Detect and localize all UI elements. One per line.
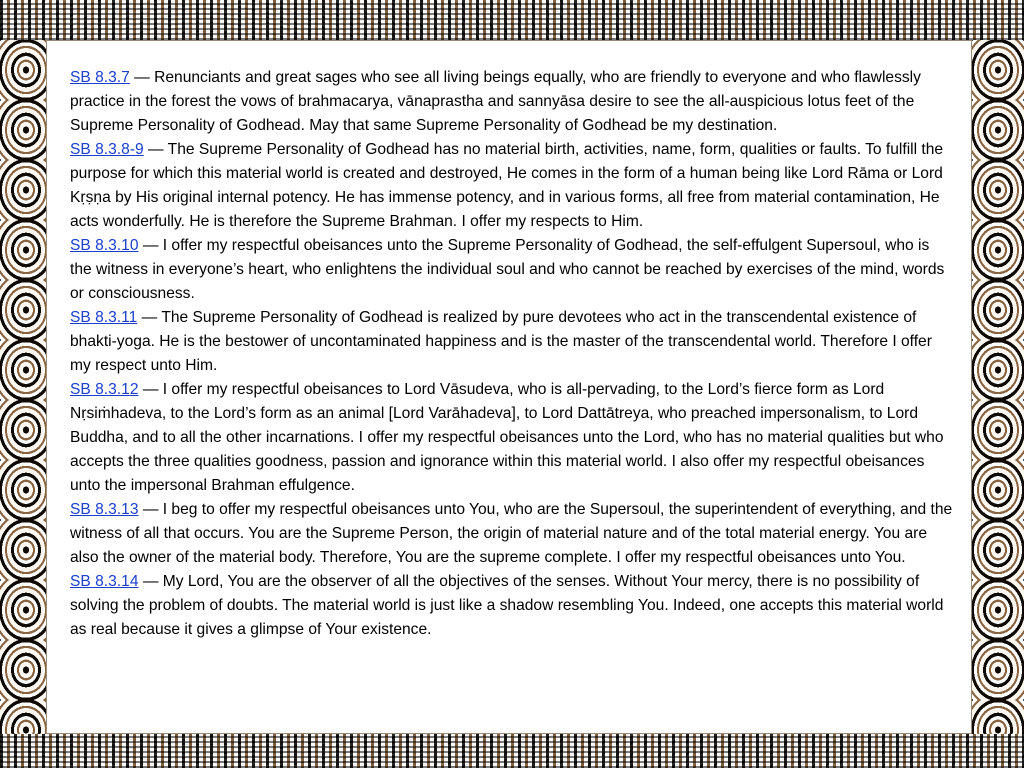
verse-item [70,306,954,378]
frame-top-border [0,0,1024,40]
frame-left-border [0,40,46,734]
verse-item [70,234,954,306]
verse-item [70,138,954,234]
frame-bottom-border [0,734,1024,768]
verse-item [70,378,954,498]
verse-text: — The Supreme Personality of Godhead is realized by pure devotees who act in the transcendental existence of bhakti-yoga. He is the bestower of uncontaminated happiness and is the master of the transcendental world. Therefore I offer my respect unto Him. [70,309,932,374]
verse-text: — I offer my respectful obeisances to Lord Vāsudeva, who is all-pervading, to the Lord’s fierce form as Lord Nṛsiṁhadeva, to the Lord’s form as an animal [Lord Varāhadeva], to Lord Dattātreya, who preached impersonalism, to Lord Buddha, and to all the other incarnations. I offer my respectful obeisances unto the Lord, who has no material qualities but who accepts the three qualities goodness, passion and ignorance within this material world. I also offer my respectful obeisances unto the impersonal Brahman effulgence. [70,381,944,494]
verse-text: — I offer my respectful obeisances unto the Supreme Personality of Godhead, the self-effulgent Supersoul, who is the witness in everyone’s heart, who enlightens the individual soul and who cannot be reached by exercises of the mind, words or consciousness. [70,237,945,302]
verse-link[interactable]: SB 8.3.10 [70,237,139,254]
verse-link[interactable]: SB 8.3.14 [70,573,139,590]
verse-item [70,66,954,138]
verse-item [70,498,954,570]
verse-text: — My Lord, You are the observer of all the objectives of the senses. Without Your mercy, there is no possibility of solving the problem of doubts. The material world is just like a shadow resembling You. Indeed, one accepts this material world as real because it gives a glimpse of Your existence. [70,573,944,638]
verse-link[interactable]: SB 8.3.13 [70,501,139,518]
verse-link[interactable]: SB 8.3.11 [70,309,138,326]
verse-text: — Renunciants and great sages who see all living beings equally, who are friendly to everyone and who flawlessly practice in the forest the vows of brahmacarya, vānaprastha and sannyāsa desire to see the all-auspicious lotus feet of the Supreme Personality of Godhead. May that same Supreme Personality of Godhead be my destination. [70,69,921,134]
verse-link[interactable]: SB 8.3.7 [70,69,130,86]
verse-link[interactable]: SB 8.3.12 [70,381,139,398]
frame-right-border [972,40,1024,734]
verse-text: — I beg to offer my respectful obeisances unto You, who are the Supersoul, the superintendent of everything, and the witness of all that occurs. You are the Supreme Person, the origin of material nature and of the total material energy. You are also the owner of the material body. Therefore, You are the supreme complete. I offer my respectful obeisances unto You. [70,501,953,566]
verse-text: — The Supreme Personality of Godhead has no material birth, activities, name, form, qualities or faults. To fulfill the purpose for which this material world is created and destroyed, He comes in the form of a human being like Lord Rāma or Lord Kṛṣṇa by His original internal potency. He has immense potency, and in various forms, all free from material contamination, He acts wonderfully. He is therefore the Supreme Brahman. I offer my respects to Him. [70,141,944,230]
verse-item [70,570,954,642]
verse-list [70,66,954,716]
verse-link[interactable]: SB 8.3.8-9 [70,141,144,158]
